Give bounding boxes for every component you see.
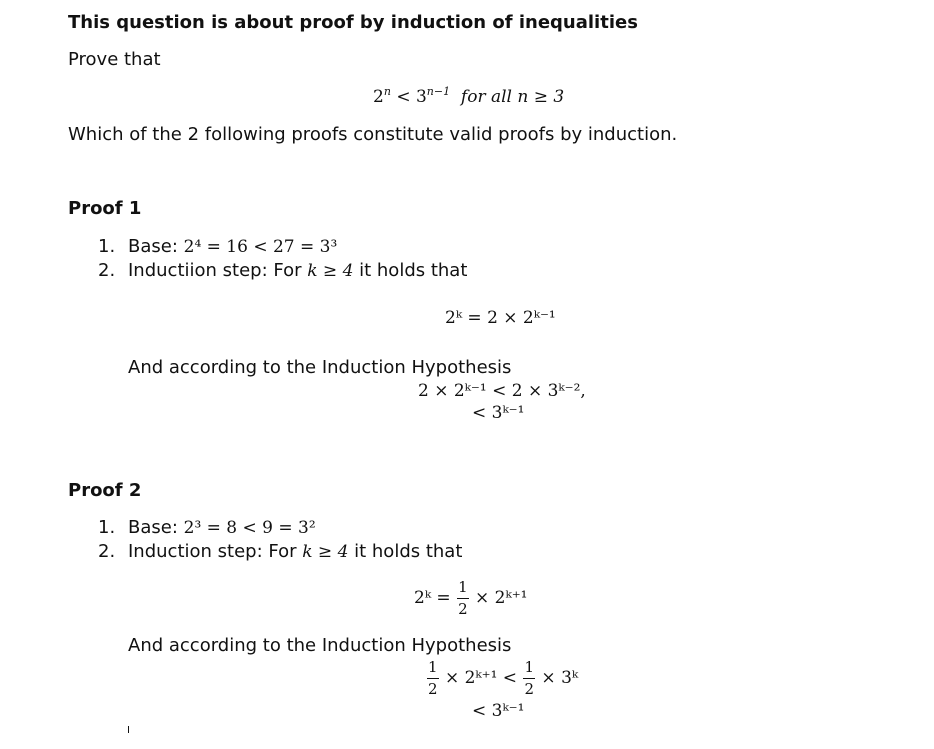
text-cursor <box>128 726 129 733</box>
proof1-title: Proof 1 <box>68 198 142 219</box>
fraction-one-half: $\frac{1}{2}$ <box>428 658 438 698</box>
proof1-equation-2: 2 × 2ᵏ⁻¹ < 2 × 3ᵏ⁻², <box>418 381 586 401</box>
question-text: Which of the 2 following proofs constitute valid proofs by induction. <box>68 124 678 145</box>
proof2-equation-1: 2ᵏ = $\frac{1}{2}$ × 2ᵏ⁺¹ <box>414 578 528 618</box>
proof2-hypothesis-text: And according to the Induction Hypothesis <box>128 635 512 656</box>
proof2-title: Proof 2 <box>68 480 142 501</box>
question-heading: This question is about proof by induction of inequalities <box>68 12 638 33</box>
proof2-step1-number: 1. <box>98 517 116 538</box>
prove-prompt: Prove that <box>68 49 161 70</box>
proof1-equation-1: 2ᵏ = 2 × 2ᵏ⁻¹ <box>445 308 556 328</box>
proof1-step2-number: 2. <box>98 260 116 281</box>
statement-formula: $2^n < 3^{n-1}$ for all n ≥ 3 <box>373 85 565 107</box>
proof1-step1-number: 1. <box>98 236 116 257</box>
proof1-step2: Inductiion step: For k ≥ 4 it holds that <box>128 260 468 281</box>
proof2-equation-2: $\frac{1}{2}$ × 2ᵏ⁺¹ < $\frac{1}{2}$ × 3ᵏ <box>428 658 579 698</box>
proof2-step2-number: 2. <box>98 541 116 562</box>
fraction-one-half: $\frac{1}{2}$ <box>524 658 535 698</box>
proof2-equation-3: < 3ᵏ⁻¹ <box>472 701 525 721</box>
proof1-step1: Base: 2⁴ = 16 < 27 = 3³ <box>128 236 338 257</box>
proof1-hypothesis-text: And according to the Induction Hypothesis <box>128 357 512 378</box>
proof2-step1: Base: 2³ = 8 < 9 = 3² <box>128 517 316 538</box>
fraction-one-half: $\frac{1}{2}$ <box>458 578 468 618</box>
proof2-step2: Induction step: For k ≥ 4 it holds that <box>128 541 463 562</box>
proof1-equation-3: < 3ᵏ⁻¹ <box>472 403 525 423</box>
